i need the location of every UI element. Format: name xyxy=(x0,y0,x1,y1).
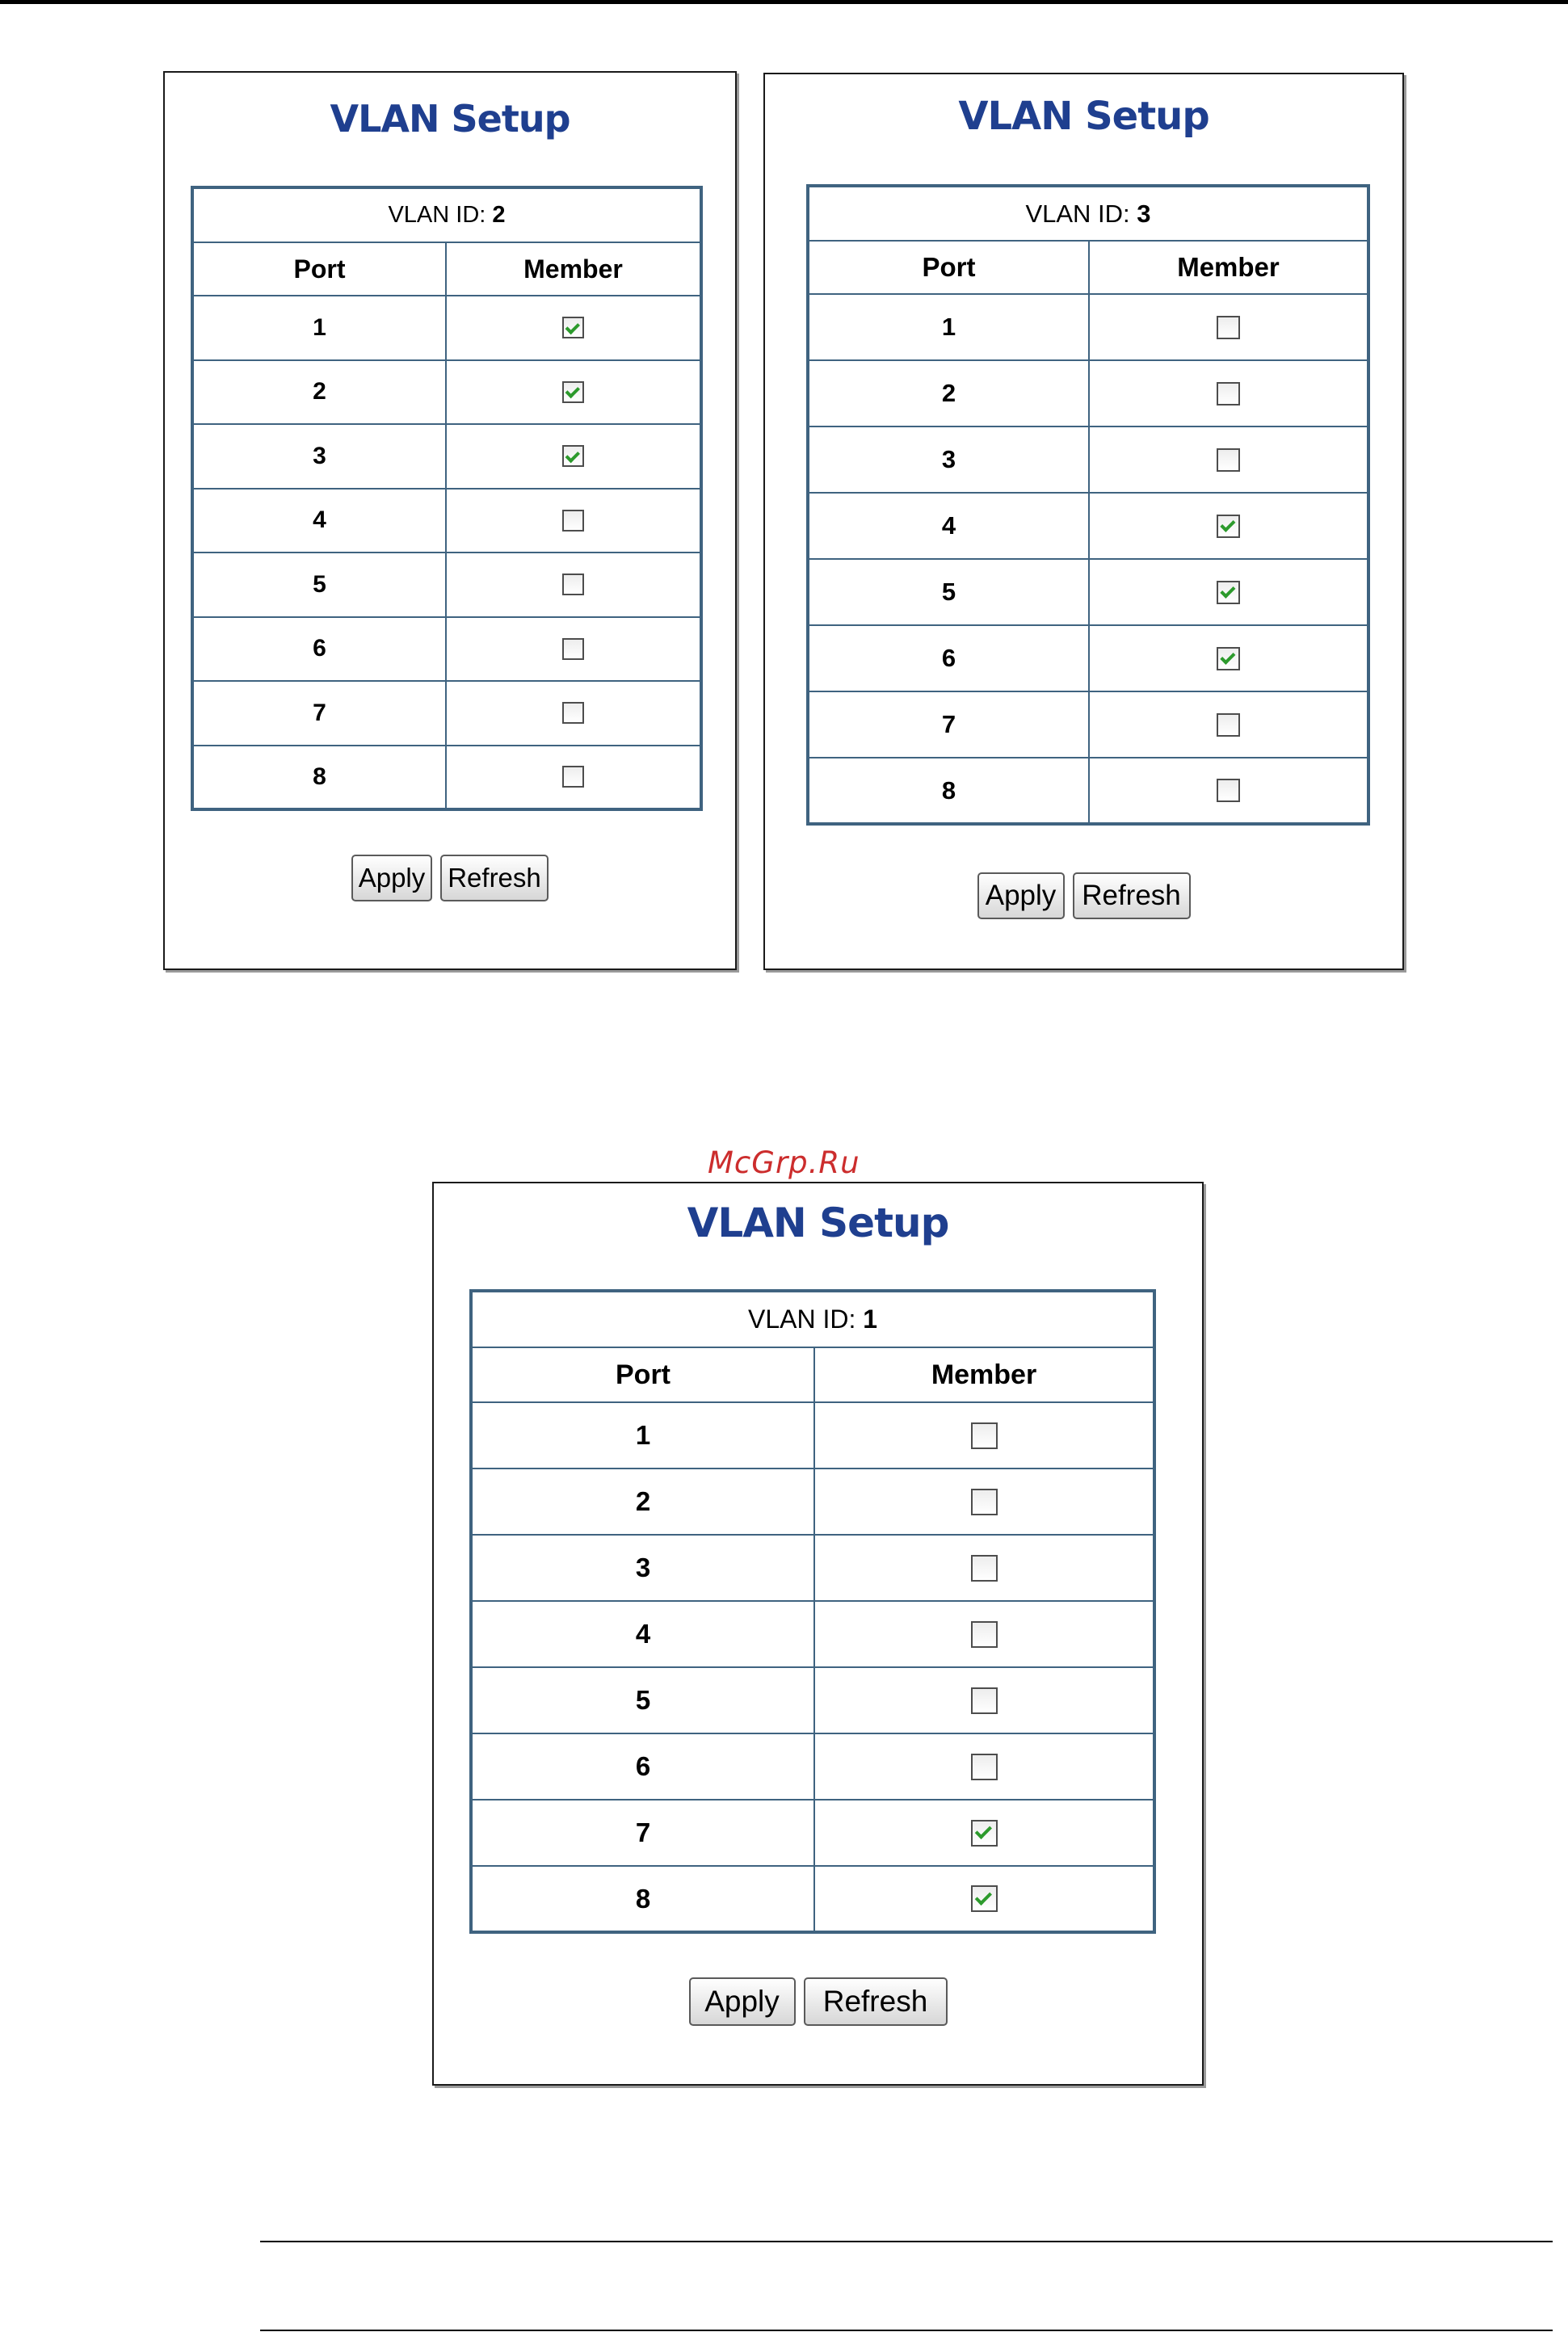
member-cell xyxy=(446,296,701,360)
table-row xyxy=(192,681,701,746)
table-row xyxy=(471,1402,1154,1469)
member-cell xyxy=(1089,294,1368,360)
port-number: 6 xyxy=(192,617,446,682)
port-column-header: Port xyxy=(192,242,446,296)
apply-button[interactable]: Apply xyxy=(977,872,1065,919)
member-cell xyxy=(814,1402,1154,1469)
port-number: 4 xyxy=(808,493,1089,559)
divider-line xyxy=(260,2330,1553,2331)
member-checkbox-port-4[interactable] xyxy=(1217,515,1240,538)
member-cell xyxy=(446,746,701,810)
vlan-id-label xyxy=(192,187,701,242)
table-row xyxy=(471,1601,1154,1667)
member-checkbox-port-2[interactable] xyxy=(562,381,584,403)
port-number: 4 xyxy=(471,1601,814,1667)
member-checkbox-port-1[interactable] xyxy=(562,317,584,338)
table-row xyxy=(808,559,1368,625)
table-header-row xyxy=(192,242,701,296)
member-cell xyxy=(446,489,701,553)
table-row xyxy=(808,360,1368,426)
member-checkbox-port-6[interactable] xyxy=(971,1754,998,1780)
vlan-id-value: 2 xyxy=(492,202,506,228)
table-row xyxy=(471,1535,1154,1601)
member-checkbox-port-8[interactable] xyxy=(971,1885,998,1912)
table-row xyxy=(808,493,1368,559)
member-column-header: Member xyxy=(814,1347,1154,1402)
table-row xyxy=(471,1667,1154,1733)
vlan-id-value: 1 xyxy=(863,1305,878,1334)
port-number: 2 xyxy=(471,1469,814,1535)
port-number: 1 xyxy=(808,294,1089,360)
port-number: 1 xyxy=(192,296,446,360)
table-row xyxy=(192,553,701,617)
port-number: 8 xyxy=(471,1866,814,1932)
member-checkbox-port-2[interactable] xyxy=(1217,382,1240,405)
member-cell xyxy=(446,360,701,425)
table-row xyxy=(471,1469,1154,1535)
table-header-row xyxy=(471,1347,1154,1402)
table-row xyxy=(808,758,1368,824)
table-row xyxy=(808,625,1368,691)
member-checkbox-port-5[interactable] xyxy=(1217,581,1240,604)
member-cell xyxy=(1089,493,1368,559)
panel-title: VLAN Setup xyxy=(330,97,570,141)
table-row xyxy=(471,1800,1154,1866)
port-number: 8 xyxy=(192,746,446,810)
member-checkbox-port-3[interactable] xyxy=(1217,448,1240,472)
table-row xyxy=(192,296,701,360)
member-checkbox-port-1[interactable] xyxy=(1217,316,1240,339)
vlan-setup-panel-3 xyxy=(763,73,1404,970)
vlan-id-label xyxy=(808,186,1368,241)
member-cell xyxy=(814,1733,1154,1800)
apply-button[interactable]: Apply xyxy=(689,1977,796,2026)
button-bar xyxy=(765,872,1402,919)
member-checkbox-port-4[interactable] xyxy=(562,510,584,532)
vlan-id-row xyxy=(471,1291,1154,1347)
table-row xyxy=(471,1733,1154,1800)
port-number: 3 xyxy=(192,424,446,489)
member-column-header: Member xyxy=(1089,241,1368,294)
vlan-id-label xyxy=(471,1291,1154,1347)
port-column-header: Port xyxy=(808,241,1089,294)
vlan-member-table xyxy=(806,184,1370,826)
member-checkbox-port-6[interactable] xyxy=(562,638,584,660)
member-cell xyxy=(446,424,701,489)
port-number: 5 xyxy=(192,553,446,617)
port-number: 5 xyxy=(808,559,1089,625)
vlan-member-table xyxy=(469,1289,1156,1934)
member-cell xyxy=(814,1469,1154,1535)
table-row xyxy=(192,617,701,682)
vlan-id-row xyxy=(192,187,701,242)
refresh-button[interactable]: Refresh xyxy=(804,1977,948,2026)
port-number: 5 xyxy=(471,1667,814,1733)
member-checkbox-port-3[interactable] xyxy=(971,1555,998,1582)
refresh-button[interactable]: Refresh xyxy=(440,855,549,901)
member-checkbox-port-7[interactable] xyxy=(1217,713,1240,737)
refresh-button[interactable]: Refresh xyxy=(1073,872,1191,919)
port-number: 2 xyxy=(808,360,1089,426)
member-column-header: Member xyxy=(446,242,701,296)
apply-button[interactable]: Apply xyxy=(351,855,432,901)
member-checkbox-port-7[interactable] xyxy=(562,702,584,724)
member-checkbox-port-8[interactable] xyxy=(562,766,584,788)
member-cell xyxy=(1089,625,1368,691)
button-bar xyxy=(434,1977,1202,2026)
table-row xyxy=(808,691,1368,758)
port-number: 2 xyxy=(192,360,446,425)
member-cell xyxy=(814,1800,1154,1866)
vlan-id-caption: VLAN ID: xyxy=(1025,199,1130,228)
port-number: 7 xyxy=(192,681,446,746)
port-number: 7 xyxy=(471,1800,814,1866)
member-checkbox-port-7[interactable] xyxy=(971,1820,998,1847)
vlan-id-row xyxy=(808,186,1368,241)
member-cell xyxy=(814,1601,1154,1667)
vlan-setup-panel-1 xyxy=(432,1182,1204,2086)
member-cell xyxy=(814,1535,1154,1601)
member-checkbox-port-2[interactable] xyxy=(971,1489,998,1515)
vlan-member-table xyxy=(191,186,703,811)
member-checkbox-port-8[interactable] xyxy=(1217,779,1240,802)
table-row xyxy=(808,294,1368,360)
divider-line xyxy=(260,2241,1553,2242)
top-rule xyxy=(0,0,1568,4)
member-checkbox-port-3[interactable] xyxy=(562,445,584,467)
port-column-header: Port xyxy=(471,1347,814,1402)
panel-title: VLAN Setup xyxy=(687,1200,949,1246)
vlan-id-value: 3 xyxy=(1137,199,1151,228)
port-number: 6 xyxy=(808,625,1089,691)
member-cell xyxy=(1089,691,1368,758)
member-checkbox-port-6[interactable] xyxy=(1217,647,1240,670)
member-cell xyxy=(1089,758,1368,824)
member-checkbox-port-5[interactable] xyxy=(971,1687,998,1714)
member-cell xyxy=(1089,559,1368,625)
port-number: 6 xyxy=(471,1733,814,1800)
member-cell xyxy=(1089,360,1368,426)
table-row xyxy=(192,360,701,425)
member-checkbox-port-1[interactable] xyxy=(971,1422,998,1449)
member-checkbox-port-5[interactable] xyxy=(562,574,584,595)
port-number: 8 xyxy=(808,758,1089,824)
table-row xyxy=(192,746,701,810)
member-checkbox-port-4[interactable] xyxy=(971,1621,998,1648)
member-cell xyxy=(814,1866,1154,1932)
port-number: 3 xyxy=(808,426,1089,493)
table-row xyxy=(808,426,1368,493)
member-cell xyxy=(446,553,701,617)
table-header-row xyxy=(808,241,1368,294)
button-bar xyxy=(165,855,735,901)
vlan-id-caption: VLAN ID: xyxy=(747,1305,856,1334)
vlan-id-caption: VLAN ID: xyxy=(388,202,486,228)
panel-title: VLAN Setup xyxy=(958,94,1209,139)
watermark-text: McGrp.Ru xyxy=(708,1145,860,1180)
table-row xyxy=(471,1866,1154,1932)
table-row xyxy=(192,424,701,489)
member-cell xyxy=(814,1667,1154,1733)
member-cell xyxy=(446,617,701,682)
member-cell xyxy=(1089,426,1368,493)
vlan-setup-panel-2 xyxy=(163,71,737,970)
port-number: 7 xyxy=(808,691,1089,758)
table-row xyxy=(192,489,701,553)
port-number: 3 xyxy=(471,1535,814,1601)
member-cell xyxy=(446,681,701,746)
port-number: 1 xyxy=(471,1402,814,1469)
port-number: 4 xyxy=(192,489,446,553)
